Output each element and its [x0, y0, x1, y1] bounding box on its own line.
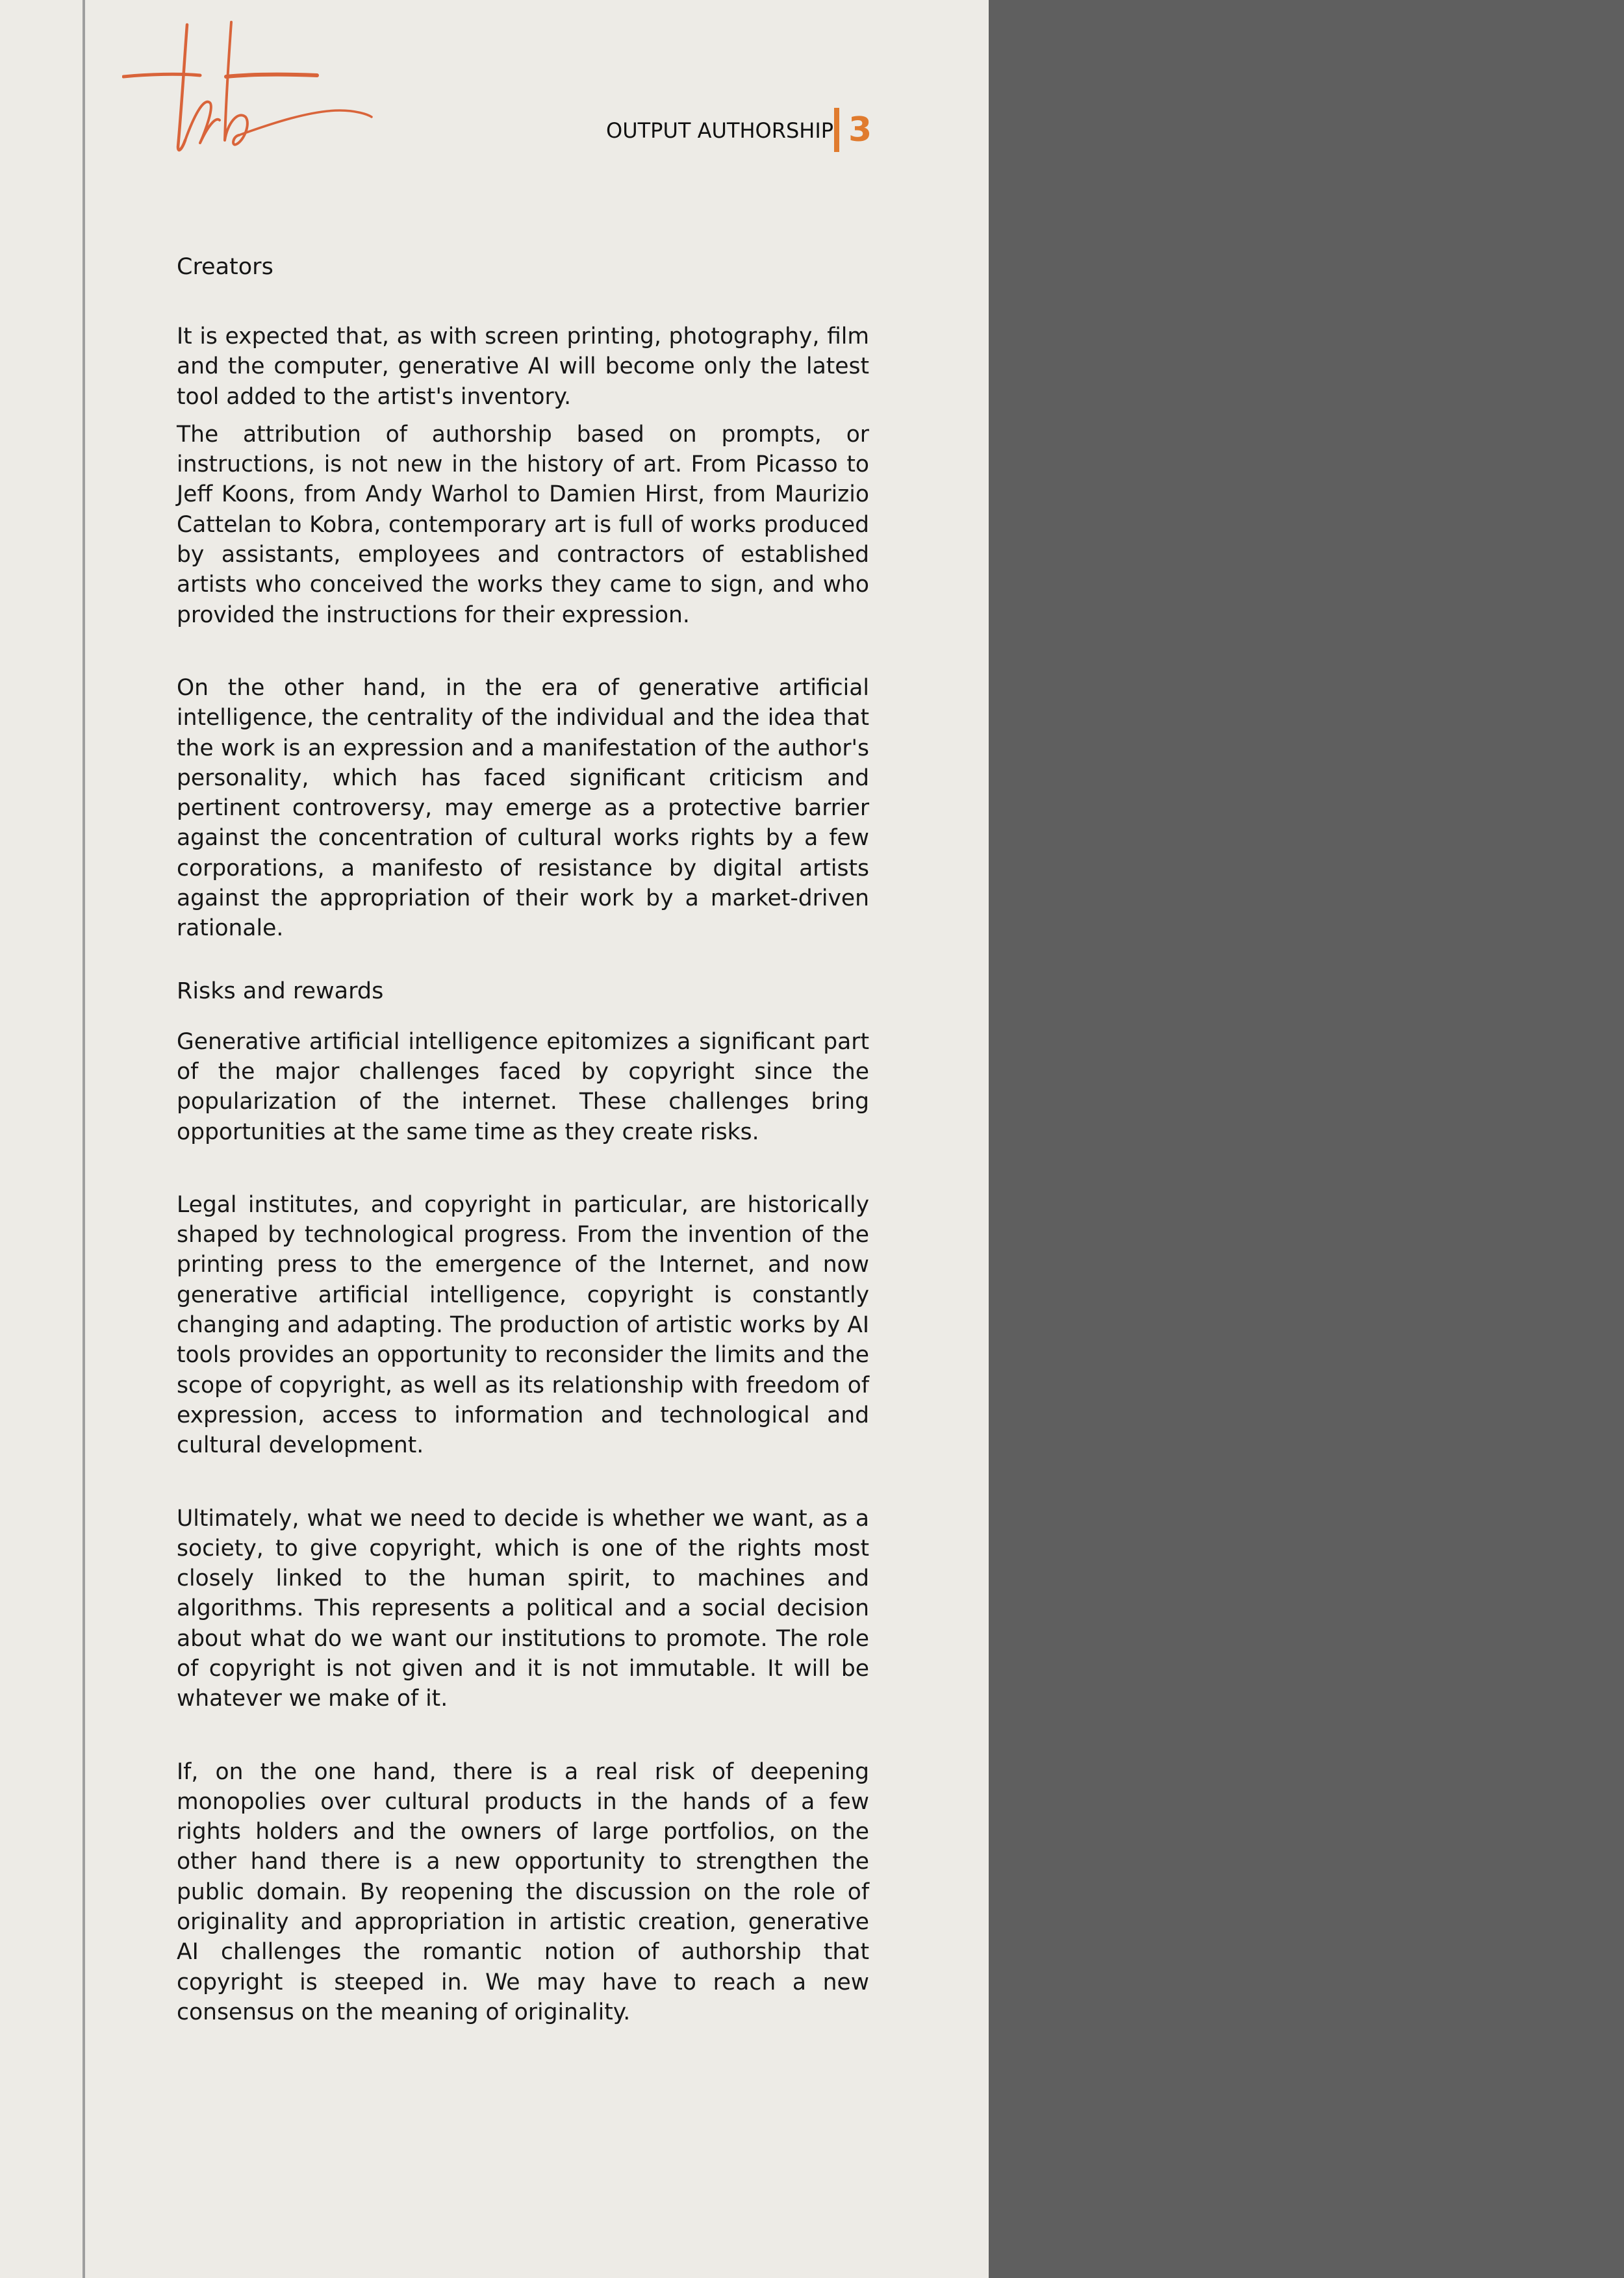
margin-rule	[82, 0, 85, 2278]
section-heading: Creators	[177, 254, 273, 280]
paragraph: It is expected that, as with screen printing, photography, film and the computer, generative AI will become only the latest tool added to the artist's inventory.	[177, 323, 869, 410]
paragraph: On the other hand, in the era of generative artificial intelligence, the centrality of the individual and the idea that the work is an expression and a manifestation of the author's personality, which has faced significant criticism and pertinent controversy, may emerge as a protective barrier against the concentration of cultural works rights by a few corporations, a manifesto of resistance by digital artists against the appropriation of their work by a market-driven rationale.	[177, 674, 869, 942]
document-body	[177, 252, 869, 2027]
side-panel	[989, 0, 1624, 2278]
paragraph: Generative artificial intelligence epitomizes a significant part of the major challenges faced by copyright since the popularization of the internet. These challenges bring opportunities at the same time as they create risks.	[177, 1028, 869, 1145]
paragraph: Legal institutes, and copyright in particular, are historically shaped by technological progress. From the invention of the printing press to the emergence of the Internet, and now generative artificial intelligence, copyright is constantly changing and adapting. The production of artistic works by AI tools provides an opportunity to reconsider the limits and the scope of copyright, as well as its relationship with freedom of expression, access to information and technological and cultural development.	[177, 1191, 869, 1459]
paragraph: The attribution of authorship based on prompts, or instructions, is not new in the history of art. From Picasso to Jeff Koons, from Andy Warhol to Damien Hirst, from Maurizio Cattelan to Kobra, contemporary art is full of works produced by assistants, employees and contractors of established artists who conceived the works they came to sign, and who provided the instructions for their expression.	[177, 421, 869, 628]
section-title: OUTPUT AUTHORSHIP	[606, 118, 834, 143]
paragraph: If, on the one hand, there is a real risk of deepening monopolies over cultural products in the hands of a few rights holders and the owners of large portfolios, on the other hand there is a new opportunity to strengthen the public domain. By reopening the discussion on the role of originality and appropriation in artistic creation, generative AI challenges the romantic notion of authorship that copyright is steeped in. We may have to reach a new consensus on the meaning of originality.	[177, 1758, 869, 2025]
paragraph: Ultimately, what we need to decide is whether we want, as a society, to give copyright, which is one of the rights most closely linked to the human spirit, to machines and algorithms. This represents a political and a social decision about what do we want our institutions to promote. The role of copyright is not given and it is not immutable. It will be whatever we make of it.	[177, 1505, 869, 1712]
header-divider	[834, 108, 839, 152]
signature-logo	[122, 19, 382, 159]
page-number: 3	[848, 110, 872, 149]
section-heading: Risks and rewards	[177, 978, 384, 1004]
